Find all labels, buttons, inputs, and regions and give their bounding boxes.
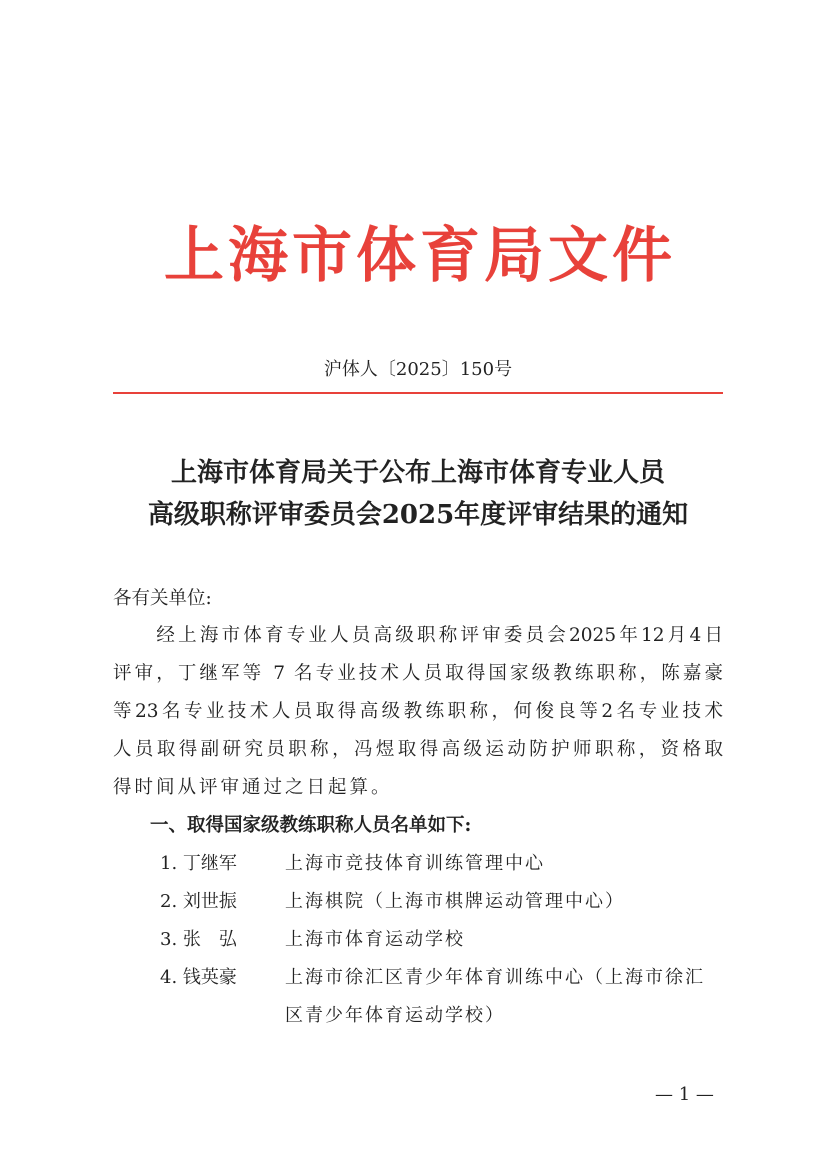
- document-header-title: 上海市体育局文件: [164, 221, 676, 291]
- page-number: — 1 —: [655, 1084, 714, 1105]
- body-line: 评审，丁继军等 7 名专业技术人员取得国家级教练职称，陈嘉豪: [113, 663, 723, 684]
- person-org: 上海市竞技体育训练管理中心: [285, 853, 545, 874]
- person-org: 上海市徐汇区青少年体育训练中心（上海市徐汇: [285, 967, 705, 988]
- list-item-continuation: [285, 1001, 505, 1027]
- person-org: 上海市体育运动学校: [285, 929, 465, 950]
- list-item: [160, 849, 545, 875]
- person-name: 2. 刘世振: [160, 891, 237, 912]
- person-org: 区青少年体育运动学校）: [285, 1005, 505, 1026]
- list-item: [160, 963, 705, 989]
- body-line: 经上海市体育专业人员高级职称评审委员会2025年12月4日: [113, 625, 723, 646]
- list-item: [160, 925, 465, 951]
- salutation: 各有关单位:: [113, 588, 212, 609]
- notice-title-line-2: 高级职称评审委员会2025年度评审结果的通知: [147, 500, 689, 530]
- red-divider: [113, 392, 723, 394]
- section-heading: 一、取得国家级教练职称人员名单如下:: [150, 815, 472, 836]
- person-org: 上海棋院（上海市棋牌运动管理中心）: [285, 891, 625, 912]
- list-item: [160, 887, 625, 913]
- person-name: 4. 钱英豪: [160, 967, 237, 988]
- body-line: 人员取得副研究员职称，冯煜取得高级运动防护师职称，资格取: [113, 739, 723, 760]
- person-name: 3. 张 弘: [160, 929, 237, 950]
- document-number: 沪体人〔2025〕150号: [323, 359, 513, 380]
- notice-title-line-1: 上海市体育局关于公布上海市体育专业人员: [170, 458, 665, 488]
- body-line: 等23名专业技术人员取得高级教练职称，何俊良等2名专业技术: [113, 701, 723, 722]
- person-name: 1. 丁继军: [160, 853, 237, 874]
- body-line: 得时间从评审通过之日起算。: [113, 777, 393, 798]
